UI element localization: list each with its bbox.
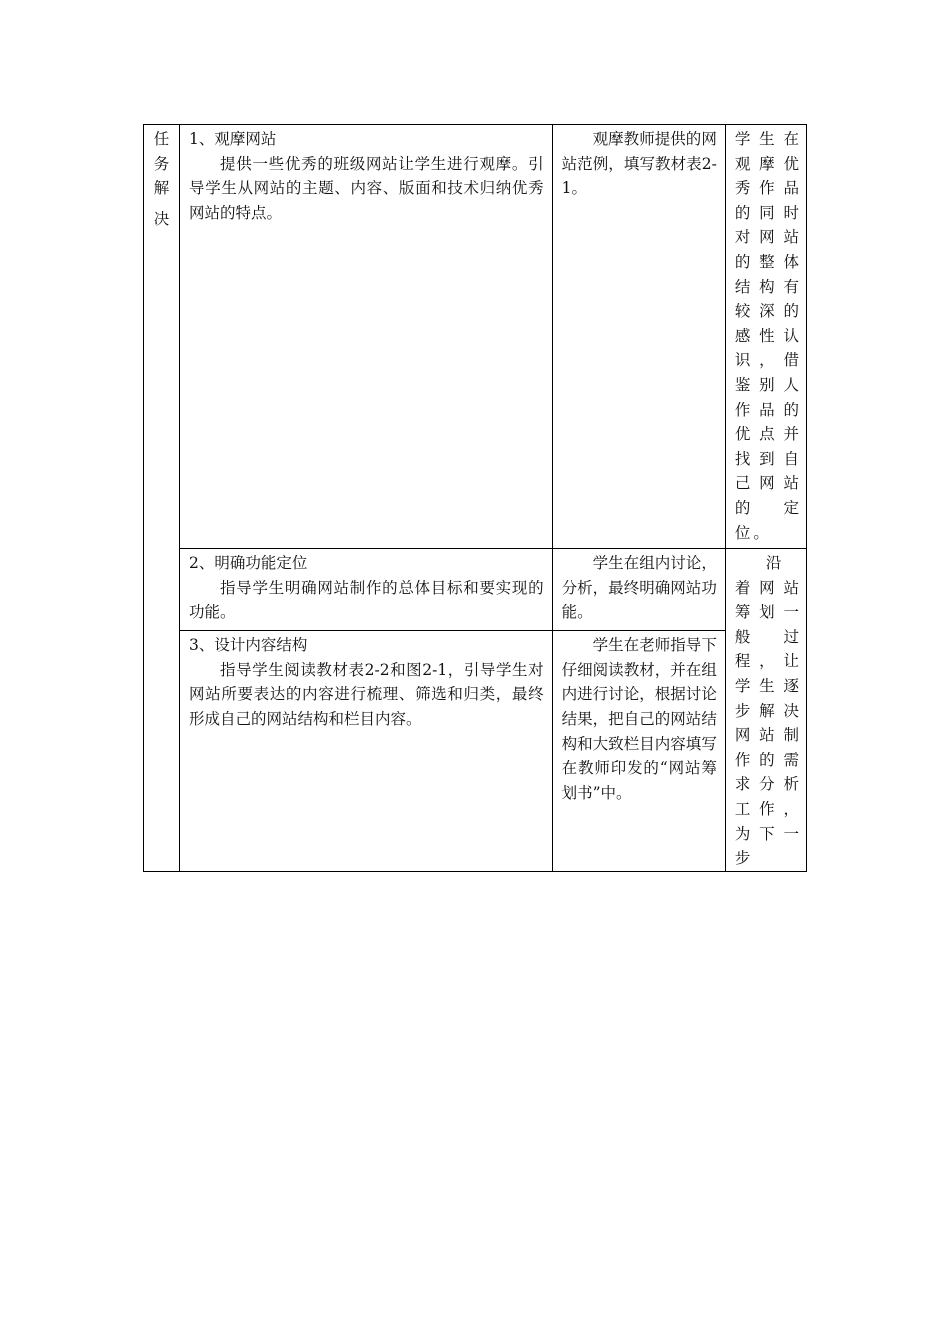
- student-activity-cell: [552, 549, 725, 631]
- content-title: 2、明确功能定位: [189, 554, 308, 572]
- student-activity-cell: [552, 631, 725, 871]
- content-cell: [180, 631, 553, 871]
- section-label-char: 任: [153, 130, 170, 148]
- student-activity-text: 学生在组内讨论，分析，最终明确网站功能。: [561, 554, 717, 622]
- content-title: 1、观摩网站: [189, 130, 277, 148]
- section-label-char: 务: [153, 154, 170, 173]
- section-label-char: 决: [153, 209, 170, 228]
- content-body: 指导学生阅读教材表2-2和图2-1，引导学生对网站所要表达的内容进行梳理、筛选和归类，最终形成自己的网站结构和栏目内容。: [189, 660, 544, 729]
- design-intent-text: 沿着网站筹划一般过程，让学生逐步解决网站制作的需求分析 工作，为下一步: [734, 554, 802, 868]
- content-cell: [180, 125, 553, 549]
- content-cell: [180, 549, 553, 631]
- section-label-cell: [144, 125, 180, 872]
- content-body: 提供一些优秀的班级网站让学生进行观摩。引导学生从网站的主题、内容、版面和技术归纳优秀网站的特点。: [189, 154, 544, 222]
- student-activity-text: 学生在老师指导下仔细阅读教材，并在组内进行讨论，根据讨论结果，把自己的网站结构和大致栏目内容填写在教师印发的“网站筹划书”中。: [561, 636, 717, 802]
- design-intent-cell: [725, 549, 806, 872]
- section-label-char: 解: [153, 179, 170, 198]
- content-title: 3、设计内容结构: [189, 636, 308, 655]
- student-activity-cell: [552, 125, 725, 549]
- table-row: [144, 549, 807, 631]
- table-row: [144, 631, 807, 871]
- content-body: 指导学生明确网站制作的总体目标和要实现的功能。: [189, 578, 544, 622]
- design-intent-cell: [725, 125, 806, 549]
- lesson-plan-table: [143, 124, 807, 872]
- design-intent-text: 学生在观摩优秀作品的同时对网站的整体结构有较深的感性认识，借鉴别人作品的优点并找到自己网站的 定位。: [734, 130, 802, 542]
- student-activity-text: 观摩教师提供的网站范例，填写教材表2-1。: [561, 130, 717, 198]
- table-row: [144, 125, 807, 549]
